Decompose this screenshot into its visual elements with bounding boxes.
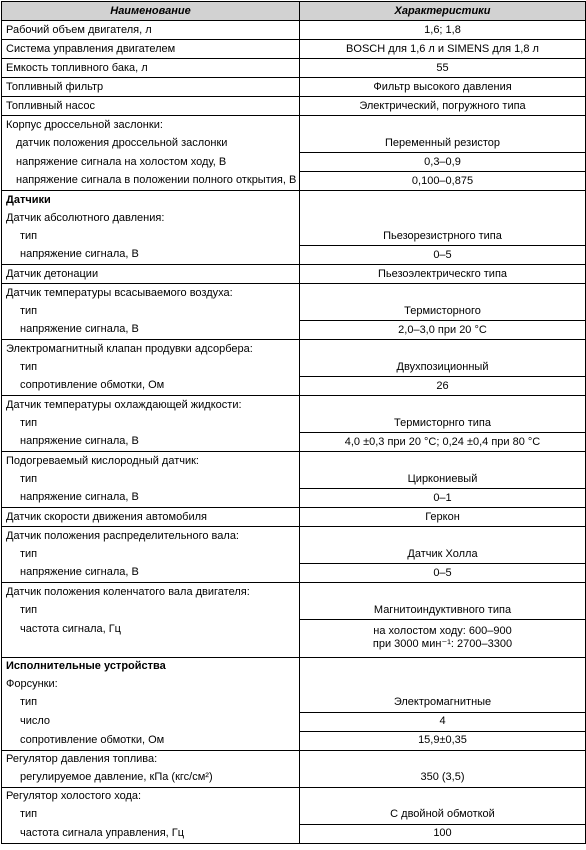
table-row bbox=[2, 265, 586, 284]
row-value: 4 bbox=[300, 712, 586, 731]
table-row bbox=[2, 246, 586, 265]
group-title: Форсунки: bbox=[2, 676, 300, 694]
row-value: 100 bbox=[300, 824, 586, 843]
row-value: Электрический, погружного типа bbox=[300, 97, 586, 116]
table-row bbox=[2, 657, 586, 676]
table-row bbox=[2, 527, 586, 546]
table-row bbox=[2, 489, 586, 508]
row-name: напряжение сигнала на холостом ходу, В bbox=[2, 153, 300, 172]
table-row bbox=[2, 508, 586, 527]
row-value: 0–5 bbox=[300, 246, 586, 265]
table-row bbox=[2, 321, 586, 340]
specifications-table bbox=[1, 1, 586, 844]
table-row bbox=[2, 396, 586, 415]
row-value bbox=[300, 657, 586, 676]
row-value: Фильтр высокого давления bbox=[300, 78, 586, 97]
row-value: 0–5 bbox=[300, 564, 586, 583]
table-row bbox=[2, 153, 586, 172]
row-value: Электромагнитные bbox=[300, 694, 586, 713]
table-row bbox=[2, 620, 586, 658]
row-value: 4,0 ±0,3 при 20 °С; 0,24 ±0,4 при 80 °С bbox=[300, 433, 586, 452]
row-name: сопротивление обмотки, Ом bbox=[2, 731, 300, 750]
table-row bbox=[2, 377, 586, 396]
row-value bbox=[300, 452, 586, 471]
row-name: сопротивление обмотки, Ом bbox=[2, 377, 300, 396]
group-title: Датчик положения распределительного вала: bbox=[2, 527, 300, 546]
row-value: Переменный резистор bbox=[300, 134, 586, 153]
row-value bbox=[300, 787, 586, 806]
row-value bbox=[300, 620, 586, 658]
row-name: тип bbox=[2, 470, 300, 489]
row-value bbox=[300, 191, 586, 210]
section-title: Исполнительные устройства bbox=[2, 657, 300, 676]
row-value-line-1: на холостом ходу: 600–900 bbox=[373, 625, 512, 638]
group-title: Корпус дроссельной заслонки: bbox=[2, 116, 300, 135]
row-value: 26 bbox=[300, 377, 586, 396]
row-name: тип bbox=[2, 545, 300, 564]
table-row bbox=[2, 676, 586, 694]
row-value: 15,9±0,35 bbox=[300, 731, 586, 750]
group-title: Датчик абсолютного давления: bbox=[2, 209, 300, 227]
table-row bbox=[2, 750, 586, 769]
table-row bbox=[2, 134, 586, 153]
group-title: Датчик температуры охлаждающей жидкости: bbox=[2, 396, 300, 415]
row-value bbox=[300, 676, 586, 694]
row-value-line-2: при 3000 мин⁻¹: 2700–3300 bbox=[372, 638, 513, 651]
table-row bbox=[2, 191, 586, 210]
row-name: число bbox=[2, 712, 300, 731]
group-title: Электромагнитный клапан продувки адсорбера: bbox=[2, 340, 300, 359]
table-row bbox=[2, 731, 586, 750]
row-name: Топливный насос bbox=[2, 97, 300, 116]
row-value: 0–1 bbox=[300, 489, 586, 508]
row-value: Термисторного bbox=[300, 302, 586, 321]
row-value: Пьезорезистрного типа bbox=[300, 227, 586, 246]
table-row bbox=[2, 40, 586, 59]
row-value: Геркон bbox=[300, 508, 586, 527]
row-name: напряжение сигнала, В bbox=[2, 246, 300, 265]
row-value: BOSCH для 1,6 л и SIMENS для 1,8 л bbox=[300, 40, 586, 59]
row-value: Магнитоиндуктивного типа bbox=[300, 601, 586, 620]
row-value: Термисторнго типа bbox=[300, 414, 586, 433]
table-row bbox=[2, 209, 586, 227]
row-name: напряжение сигнала, В bbox=[2, 564, 300, 583]
row-value: Двухпозиционный bbox=[300, 358, 586, 377]
table-row bbox=[2, 284, 586, 303]
group-title: Датчик положения коленчатого вала двигателя: bbox=[2, 583, 300, 602]
row-value: 0,100–0,875 bbox=[300, 172, 586, 191]
section-title: Датчики bbox=[2, 191, 300, 210]
table-row bbox=[2, 470, 586, 489]
table-row bbox=[2, 583, 586, 602]
row-value: 350 (3,5) bbox=[300, 769, 586, 788]
row-name: Топливный фильтр bbox=[2, 78, 300, 97]
group-title: Регулятор холостого хода: bbox=[2, 787, 300, 806]
table-row bbox=[2, 340, 586, 359]
row-name: напряжение сигнала, В bbox=[2, 489, 300, 508]
row-value: С двойной обмоткой bbox=[300, 806, 586, 825]
row-value: 55 bbox=[300, 59, 586, 78]
row-value: 2,0–3,0 при 20 °С bbox=[300, 321, 586, 340]
header-value: Характеристики bbox=[300, 2, 586, 21]
row-name: напряжение сигнала, В bbox=[2, 321, 300, 340]
table-row bbox=[2, 433, 586, 452]
header-name: Наименование bbox=[2, 2, 300, 21]
table-row bbox=[2, 78, 586, 97]
row-name: напряжение сигнала в положении полного открытия, В bbox=[2, 172, 300, 191]
table-row bbox=[2, 172, 586, 191]
table-row bbox=[2, 601, 586, 620]
group-title: Датчик температуры всасываемого воздуха: bbox=[2, 284, 300, 303]
table-row bbox=[2, 21, 586, 40]
row-value: Пьезоэлектрическго типа bbox=[300, 265, 586, 284]
row-name: Система управления двигателем bbox=[2, 40, 300, 59]
table-row bbox=[2, 545, 586, 564]
row-value: 1,6; 1,8 bbox=[300, 21, 586, 40]
row-name: тип bbox=[2, 358, 300, 377]
table-row bbox=[2, 227, 586, 246]
row-name: тип bbox=[2, 414, 300, 433]
row-value: 0,3–0,9 bbox=[300, 153, 586, 172]
table-row bbox=[2, 59, 586, 78]
row-value bbox=[300, 527, 586, 546]
table-row bbox=[2, 712, 586, 731]
table-row bbox=[2, 787, 586, 806]
row-name: тип bbox=[2, 601, 300, 620]
table-header-row bbox=[2, 2, 586, 21]
row-name: Емкость топливного бака, л bbox=[2, 59, 300, 78]
group-title: Регулятор давления топлива: bbox=[2, 750, 300, 769]
row-name: напряжение сигнала, В bbox=[2, 433, 300, 452]
row-name: Датчик детонации bbox=[2, 265, 300, 284]
table-row bbox=[2, 302, 586, 321]
row-name: Рабочий объем двигателя, л bbox=[2, 21, 300, 40]
row-value bbox=[300, 750, 586, 769]
row-name: тип bbox=[2, 227, 300, 246]
row-value bbox=[300, 340, 586, 359]
row-name: тип bbox=[2, 694, 300, 713]
row-value bbox=[300, 583, 586, 602]
row-name: тип bbox=[2, 806, 300, 825]
row-value: Циркониевый bbox=[300, 470, 586, 489]
table-row bbox=[2, 116, 586, 135]
table-row bbox=[2, 97, 586, 116]
row-value bbox=[300, 396, 586, 415]
row-name: частота сигнала, Гц bbox=[2, 620, 300, 658]
table-row bbox=[2, 564, 586, 583]
row-value: Датчик Холла bbox=[300, 545, 586, 564]
table-row bbox=[2, 452, 586, 471]
table-row bbox=[2, 769, 586, 788]
row-name: частота сигнала управления, Гц bbox=[2, 824, 300, 843]
table-row bbox=[2, 694, 586, 713]
row-name: датчик положения дроссельной заслонки bbox=[2, 134, 300, 153]
row-value bbox=[300, 284, 586, 303]
row-name: регулируемое давление, кПа (кгс/см²) bbox=[2, 769, 300, 788]
group-title: Подогреваемый кислородный датчик: bbox=[2, 452, 300, 471]
table-row bbox=[2, 358, 586, 377]
table-row bbox=[2, 414, 586, 433]
row-name: Датчик скорости движения автомобиля bbox=[2, 508, 300, 527]
table-row bbox=[2, 806, 586, 825]
row-value bbox=[300, 209, 586, 227]
row-value bbox=[300, 116, 586, 135]
table-row bbox=[2, 824, 586, 843]
row-name: тип bbox=[2, 302, 300, 321]
